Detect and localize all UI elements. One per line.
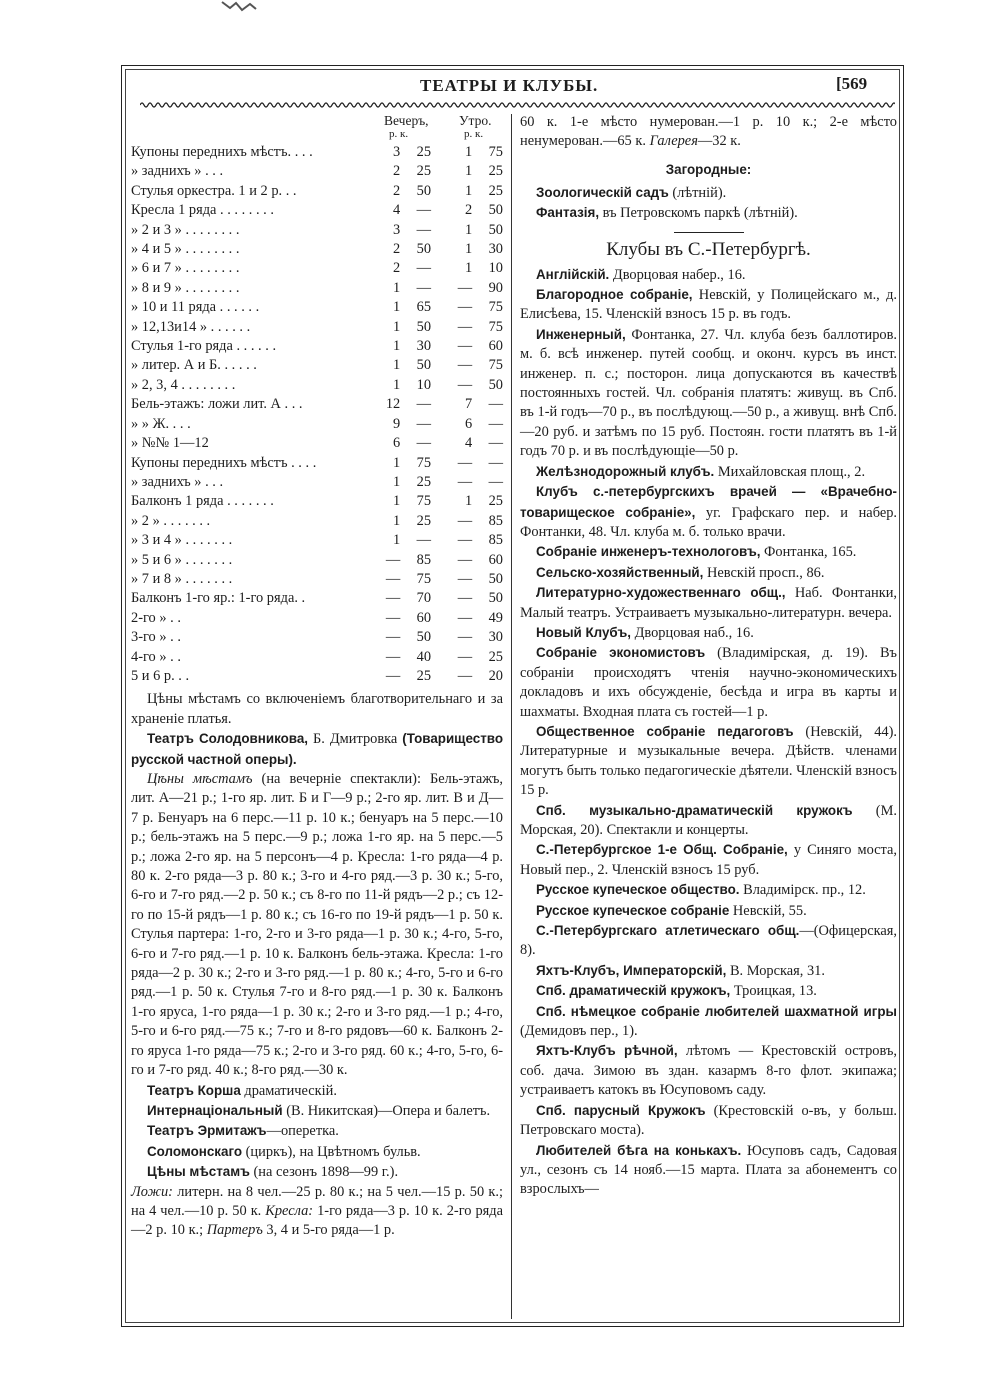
theatre-hermitage: Театръ Эрмитажъ—оперетка.	[147, 1123, 339, 1140]
price-value: 75	[488, 299, 503, 316]
price-row	[131, 240, 503, 259]
price-value: 25	[416, 667, 432, 684]
price-row	[131, 162, 503, 181]
column-gap	[431, 415, 447, 434]
price-row	[131, 570, 503, 589]
price-value: —	[457, 629, 473, 646]
price-value: 2	[393, 163, 401, 180]
evening-units: р. к.	[389, 128, 409, 140]
price-value: 1	[464, 241, 473, 258]
price-value: 7	[464, 396, 473, 413]
solomonsky-prices: Цѣны мѣстамъ (на сезонъ 1898—99 г.).	[147, 1164, 399, 1181]
price-value: 75	[488, 357, 503, 374]
price-value: 50	[488, 570, 503, 587]
price-value: 65	[416, 299, 432, 316]
club-entry	[520, 325, 897, 462]
column-gap	[431, 648, 447, 667]
price-label: » заднихъ » . . .	[131, 163, 224, 180]
price-label: » 4 и 5 » . . . . . . . .	[131, 241, 240, 258]
price-label: 3-го » . .	[131, 629, 181, 646]
club-name: Литературно-художественнаго общ.,	[536, 585, 786, 601]
price-value: 50	[416, 318, 432, 335]
club-details: Михайловская площ., 2.	[714, 463, 866, 480]
price-value: 60	[488, 551, 503, 568]
price-value: 1	[464, 493, 473, 510]
column-gap	[431, 318, 447, 337]
price-value: —	[416, 202, 432, 219]
club-entry	[520, 542, 897, 562]
column-gap	[431, 162, 447, 181]
price-value: —	[457, 338, 473, 355]
club-entry	[520, 583, 897, 623]
club-details: Троицкая, 13.	[730, 983, 817, 1000]
column-gap	[431, 454, 447, 473]
club-details: Владимірск. пр., 12.	[739, 882, 866, 899]
price-value: 85	[488, 512, 503, 529]
column-gap	[431, 551, 447, 570]
price-value: —	[457, 376, 473, 393]
price-value: 12	[385, 396, 401, 413]
price-row	[131, 589, 503, 608]
price-value: 50	[488, 202, 503, 219]
theatre-name: Театръ Солодовникова,	[147, 731, 309, 747]
club-details: Дворцовая наб., 16.	[631, 624, 754, 641]
club-name: Общественное собраніе педагоговъ	[536, 723, 794, 739]
club-details: Юсуповъ садъ, Садовая ул., сезонъ съ 14 нояб.—15 марта. Плата за абонементъ со взрослыхъ—	[520, 1142, 897, 1198]
column-gap	[431, 473, 447, 492]
price-label: » литер. А и Б. . . . . .	[131, 357, 257, 374]
club-entry	[520, 921, 897, 961]
header-wavy-rule	[140, 100, 895, 110]
price-value: 40	[416, 648, 432, 665]
price-row	[131, 395, 503, 414]
club-entry	[520, 981, 897, 1001]
column-gap	[431, 589, 447, 608]
price-value: —	[385, 570, 401, 587]
column-gap	[431, 376, 447, 395]
column-gap	[431, 492, 447, 511]
price-row	[131, 356, 503, 375]
price-row	[131, 667, 503, 686]
column-gap	[431, 279, 447, 298]
morning-units: р. к.	[464, 128, 484, 140]
price-value: —	[457, 318, 473, 335]
price-value: 25	[488, 648, 503, 665]
clubs-heading: Клубы въ С.-Петербургѣ.	[606, 238, 811, 260]
price-value: 50	[416, 182, 432, 199]
column-gap	[431, 182, 447, 201]
price-value: —	[416, 279, 432, 296]
club-entry	[520, 722, 897, 801]
evening-heading: Вечеръ,	[384, 113, 429, 128]
price-row	[131, 628, 503, 647]
club-name: Яхтъ-Клубъ, Императорскій,	[536, 962, 727, 978]
price-value: 2	[464, 202, 473, 219]
price-row	[131, 551, 503, 570]
theatre-international: Интернаціональный (В. Никитская)—Опера и балетъ.	[147, 1102, 491, 1119]
price-value: —	[457, 299, 473, 316]
price-value: 1	[464, 260, 473, 277]
club-name: Любителей бѣга на конькахъ.	[536, 1142, 742, 1158]
price-row	[131, 454, 503, 473]
price-label: » 2 и 3 » . . . . . . . .	[131, 221, 240, 238]
price-value: 3	[393, 144, 401, 160]
price-value: 10	[416, 376, 432, 393]
price-value: —	[457, 532, 473, 549]
section-rule	[674, 232, 744, 233]
left-column	[131, 111, 503, 1241]
price-value: —	[416, 221, 432, 238]
club-details: (Демидовъ пер., 1).	[520, 1023, 638, 1040]
column-gap	[431, 628, 447, 647]
continued-prices: 60 к. 1-е мѣсто нумерован.—1 р. 10 к.; 2-е мѣсто ненумерован.—65 к. Галерея—32 к.	[520, 114, 897, 150]
price-value: 30	[488, 241, 503, 258]
price-value: —	[488, 396, 503, 413]
price-value: 2	[393, 241, 401, 258]
price-value: 25	[488, 182, 503, 199]
price-value: 1	[393, 473, 401, 490]
price-value: —	[385, 609, 401, 626]
column-gap	[431, 221, 447, 240]
club-details: (Невскій, 44). Литературные и музыкальные вечера. Дѣйств. членами могутъ быть только педагогическіе дѣятели. Членскій взносъ 15 р.	[520, 723, 897, 799]
price-value: —	[416, 532, 432, 549]
club-name: Англійскій.	[536, 266, 610, 282]
circus-solomonsky: Соломонскаго (циркъ), на Цвѣтномъ бульв.	[147, 1143, 421, 1160]
price-label: » 2 » . . . . . . .	[131, 512, 211, 529]
price-label: Стулья оркестра. 1 и 2 р. . .	[131, 182, 297, 199]
price-value: 4	[464, 435, 473, 452]
club-details: Наб. Фонтанки, Малый театръ. Устраиваетъ музыкально-литературн. вечера.	[520, 585, 897, 621]
price-label: 4-го » . .	[131, 648, 181, 665]
club-details: (М. Морская, 20). Спектакли и концерты.	[520, 802, 897, 838]
column-gap	[431, 570, 447, 589]
price-value: 49	[488, 609, 503, 626]
column-gap	[431, 201, 447, 220]
club-name: Спб. музыкально-драматическій кружокъ	[536, 802, 853, 818]
price-label: 2-го » . .	[131, 609, 181, 626]
price-value: 75	[488, 144, 503, 160]
price-value: —	[385, 629, 401, 646]
page-number: [569	[836, 74, 868, 93]
price-value: 2	[393, 260, 401, 277]
price-value: —	[488, 415, 503, 432]
morning-heading: Утро.	[459, 113, 492, 128]
price-value: 9	[393, 415, 401, 432]
price-row	[131, 648, 503, 667]
club-entry	[520, 643, 897, 722]
club-entry	[520, 880, 897, 900]
price-label: 5 и 6 р. . .	[131, 667, 190, 684]
price-row	[131, 609, 503, 628]
club-name: С.-Петербургскаго атлетическаго общ.	[536, 923, 800, 939]
price-label: Купоны переднихъ мѣстъ. . . .	[131, 144, 313, 160]
price-value: 10	[488, 260, 503, 277]
price-row	[131, 279, 503, 298]
price-value: —	[457, 570, 473, 587]
price-row	[131, 512, 503, 531]
club-name: Спб. парусный Кружокъ	[536, 1102, 706, 1118]
column-gap	[431, 356, 447, 375]
price-value: 1	[464, 163, 473, 180]
club-details: В. Морская, 31.	[726, 962, 825, 979]
price-row	[131, 221, 503, 240]
price-label: Балконъ 1 ряда . . . . . . .	[131, 493, 274, 510]
club-entry	[520, 801, 897, 841]
price-label: » » Ж. . . .	[131, 415, 191, 432]
print-smudge	[220, 0, 260, 14]
price-value: 6	[393, 435, 401, 452]
price-row	[131, 492, 503, 511]
price-row	[131, 201, 503, 220]
club-name: Собраніе экономистовъ	[536, 645, 706, 661]
club-name: Клубъ с.-петербургскихъ врачей — «Врачебно-товарищеское собраніе»,	[520, 484, 897, 520]
price-value: 50	[416, 629, 432, 646]
column-gap	[431, 240, 447, 259]
solomonsky-loges: Ложи: литерн. на 8 чел.—25 р. 80 к.; на 5 чел.—15 р. 50 к.; на 4 чел.—10 р. 50 к. Кресла: 1-го ряда—3 р. 10 к. 2-го ряда—2 р. 10 к.; Партеръ 3, 4 и 5-го ряда—1 р.	[131, 1183, 503, 1239]
price-value: 25	[488, 163, 503, 180]
price-value: —	[416, 396, 432, 413]
price-value: 60	[416, 609, 432, 626]
clubs-list	[520, 265, 897, 1200]
price-value: 50	[488, 221, 503, 238]
price-value: —	[457, 454, 473, 471]
price-value: 25	[416, 144, 432, 160]
club-name: Яхтъ-Клубъ рѣчной,	[536, 1043, 678, 1059]
price-value: 1	[464, 144, 473, 160]
club-entry	[520, 961, 897, 981]
price-value: —	[457, 667, 473, 684]
price-value: 4	[393, 202, 401, 219]
price-label: » 12,13и14 » . . . . . .	[131, 318, 251, 335]
price-value: 6	[464, 415, 473, 432]
price-value: 25	[416, 512, 432, 529]
club-name: Новый Клубъ,	[536, 624, 631, 640]
price-value: 75	[416, 493, 432, 510]
price-value: —	[385, 551, 401, 568]
price-value: —	[488, 435, 503, 452]
price-value: 20	[488, 667, 503, 684]
price-value: 25	[488, 493, 503, 510]
club-name: Благородное собраніе,	[536, 287, 693, 303]
price-label: » 5 и 6 » . . . . . . .	[131, 551, 233, 568]
price-value: —	[385, 667, 401, 684]
column-gap	[431, 143, 447, 162]
price-value: 1	[393, 454, 401, 471]
solodovnikov-prices: Цѣны мѣстамъ (на вечерніе спектакли): Бель-этажъ, лит. А—21 р.; 1-го яр. лит. Б и Г—9 р.; 2-го яр. лит. В и Д—7 р. Бенуаръ на 6 перс.—11 р. 10 к.; бенуаръ на 5 перс.—10 р.; бель-этажъ на 5 перс.—9 р.; ложа 1-го яр. на 5 перс.—5 р.; ложа 2-го яр. на 5 персонъ—4 р. Кресла: 1-го ряда—4 р. 80 к. 2-го ряда—3 р. 80 к.; 3-го и 4-го ряд.—3 р. 30 к.; 5-го, 6-го и 7-го ряд.—2 р. 50 к.; съ 8-го по 11-й рядъ—2 р.; съ 12-го по 15-й рядъ—1 р. 80 к.; съ 16-го по 19-й рядъ—1 р. 50 к. Стулья партера: 1-го, 2-го и 3-го ряда—1 р. 30 к.; 4-го, 5-го, 6-го и 7-го ряд.—1 р. 10 к. Балконъ бель-этажа. Кресла: 1-го ряда—2 р. 30 к.; 2-го и 3-го ряд.—1 р. 80 к.; 4-го, 5-го и 6-го ряд.—1 р. 50 к. Стулья 7-го и 8-го ряд.—1 р. 30 к. Балконъ 1-го яруса, 1-го ряда—1 р. 30 к.; 2-го и 3-го ряд.—1 р.; 4-го, 5-го и 6-го ряд.—75 к.; 7-го и 8-го рядовъ—60 к. Балконъ 2-го яруса 1-го ряда—75 к.; 2-го и 3-го ряд. 60 к.; 4-го, 5-го, 6-го и 7-го ряд. 40 к.; 8-го ряд.—30 к.	[131, 771, 504, 1079]
price-label: » 8 и 9 » . . . . . . . .	[131, 279, 240, 296]
price-value: —	[488, 473, 503, 490]
price-label: » заднихъ » . . .	[131, 473, 224, 490]
price-label: » 6 и 7 » . . . . . . . .	[131, 260, 240, 277]
club-entry	[520, 1101, 897, 1141]
price-label: Бель-этажъ: ложи лит. А . . .	[131, 396, 303, 413]
price-value: —	[457, 648, 473, 665]
column-gap	[431, 609, 447, 628]
column-gap	[431, 531, 447, 550]
price-value: —	[457, 473, 473, 490]
club-name: С.-Петербургское 1-е Общ. Собраніе,	[536, 842, 788, 858]
club-details: (Крестовскій о-въ, у больш. Петровскаго моста).	[520, 1102, 897, 1139]
theatre-korsh: Театръ Корша драматическій.	[147, 1082, 337, 1099]
club-name: Сельско-хозяйственный,	[536, 564, 704, 580]
club-details: лѣтомъ — Крестовскій островъ, соб. дача. Зимою въ здан. казармъ 8-го флот. экипажа; устраиваетъ катокъ въ Юсуповомъ саду.	[520, 1043, 897, 1099]
club-name: Собраніе инженеръ-технологовъ,	[536, 544, 761, 560]
price-value: 1	[393, 357, 401, 374]
price-label: » №№ 1—12	[131, 435, 209, 452]
club-entry	[520, 901, 897, 921]
price-row	[131, 298, 503, 317]
club-name: Спб. нѣмецкое собраніе любителей шахматной игры	[536, 1003, 897, 1019]
fantasia-entry: Фантазія, въ Петровскомъ паркѣ (лѣтній).	[536, 205, 798, 222]
price-value: 75	[488, 318, 503, 335]
club-entry	[520, 1141, 897, 1200]
price-value: 1	[393, 279, 401, 296]
price-value: —	[457, 279, 473, 296]
club-details: (Владимірская, д. 19). Въ собраніи происходятъ чтенія научно-экономическихъ докладовъ и ихъ обсужденіе, бесѣда и игра въ карты и шахматы. Входная плата съ гостей—1 р.	[520, 645, 897, 720]
club-entry	[520, 1041, 897, 1100]
club-entry	[520, 563, 897, 583]
price-row	[131, 473, 503, 492]
column-gap	[431, 259, 447, 278]
price-value: 1	[393, 512, 401, 529]
price-value: 1	[464, 182, 473, 199]
column-gap	[431, 667, 447, 686]
price-value: —	[416, 435, 432, 452]
theatre-solodovnikov: Театръ Солодовникова, Б. Дмитровка (Товарищество русской частной оперы).	[131, 731, 503, 767]
price-label: Стулья 1-го ряда . . . . . .	[131, 338, 277, 355]
club-name: Желѣзнодорожный клубъ.	[536, 463, 715, 479]
price-row	[131, 259, 503, 278]
price-value: 50	[488, 590, 503, 607]
price-value: —	[416, 415, 432, 432]
column-divider	[511, 114, 512, 1319]
price-value: 70	[416, 590, 432, 607]
price-value: —	[457, 512, 473, 529]
price-row	[131, 182, 503, 201]
price-row	[131, 143, 503, 162]
club-entry	[520, 482, 897, 542]
price-row	[131, 337, 503, 356]
price-value: 60	[488, 338, 503, 355]
suburban-heading: Загородные:	[665, 161, 752, 177]
club-entry	[520, 1002, 897, 1042]
club-details: у Синяго моста, Новый пер., 2. Членскій взносъ 15 руб.	[520, 842, 897, 878]
price-label: » 3 и 4 » . . . . . . .	[131, 532, 233, 549]
price-label: » 10 и 11 ряда . . . . . .	[131, 299, 260, 316]
price-value: —	[457, 551, 473, 568]
club-entry	[520, 840, 897, 880]
running-title: ТЕАТРЫ И КЛУБЫ.	[420, 76, 599, 95]
price-value: 75	[416, 570, 432, 587]
price-value: —	[488, 454, 503, 471]
price-value: 50	[416, 241, 432, 258]
club-name: Русское купеческое собраніе	[536, 902, 730, 918]
price-row	[131, 318, 503, 337]
column-gap	[431, 512, 447, 531]
club-entry	[520, 265, 897, 285]
club-name: Инженерный,	[536, 326, 626, 342]
price-value: 1	[393, 318, 401, 335]
club-entry	[520, 285, 897, 325]
club-name: Спб. драматическій кружокъ,	[536, 983, 731, 999]
price-value: 1	[393, 338, 401, 355]
price-note: Цѣны мѣстамъ со включеніемъ благотворительнаго и за храненіе платья.	[131, 691, 503, 727]
price-value: —	[457, 609, 473, 626]
price-value: 25	[416, 163, 432, 180]
price-value: 85	[488, 532, 503, 549]
club-details: Невскій, у Полицейскаго м., д. Елисѣева, 15. Членскій взносъ 15 р. въ годъ.	[520, 287, 897, 323]
price-label: » 2, 3, 4 . . . . . . . .	[131, 376, 236, 393]
club-name: Русское купеческое общество.	[536, 882, 740, 898]
price-value: 3	[393, 221, 401, 238]
club-details: —(Офицерская, 8).	[520, 923, 897, 959]
price-value: —	[457, 590, 473, 607]
club-entry	[520, 623, 897, 643]
column-gap	[431, 337, 447, 356]
price-value: —	[385, 590, 401, 607]
zoo-entry: Зоологическій садъ (лѣтній).	[536, 184, 727, 201]
price-value: 75	[416, 454, 432, 471]
price-value: —	[416, 260, 432, 277]
club-details: Невскій, 55.	[729, 902, 807, 919]
price-row	[131, 415, 503, 434]
column-gap	[431, 298, 447, 317]
column-gap	[431, 395, 447, 414]
price-label: Купоны переднихъ мѣстъ . . . .	[131, 454, 317, 471]
price-label: » 7 и 8 » . . . . . . .	[131, 570, 233, 587]
price-table	[131, 143, 503, 686]
price-value: 85	[416, 551, 432, 568]
club-entry	[520, 462, 897, 482]
price-value: 1	[393, 299, 401, 316]
price-value: 25	[416, 473, 432, 490]
club-details: уг. Графскаго пер. и набер. Фонтанки, 48. Чл. клуба м. б. только врачи.	[520, 504, 898, 540]
price-value: 2	[393, 182, 401, 199]
club-details: Фонтанка, 165.	[760, 544, 857, 561]
price-value: 1	[393, 376, 401, 393]
club-details: Невскій просп., 86.	[703, 564, 825, 581]
price-row	[131, 434, 503, 453]
price-value: 1	[393, 493, 401, 510]
price-row	[131, 531, 503, 550]
price-value: 1	[393, 532, 401, 549]
price-value: —	[457, 357, 473, 374]
club-details: Фонтанка, 27. Чл. клуба безъ баллотиров. м. б. всѣ инженер. путей сообщ. и оконч. курсъ въ инст. инженер. п. с.; посторон. лица допускаются въ качествѣ постоянныхъ гостей. Чл. собранія платятъ: живущ. въ Спб. въ 1-й годъ—70 р., въ послѣдующ.—50 р., а живущ. внѣ Спб.—20 руб. и затѣмъ по 15 руб. Постоян. гости платятъ въ 1-й годъ 70 р. и въ послѣдующіе—50 р.	[520, 326, 897, 460]
club-details: Дворцовая набер., 16.	[609, 266, 746, 283]
price-row	[131, 376, 503, 395]
price-value: 30	[488, 629, 503, 646]
right-column	[520, 113, 897, 1200]
price-value: 50	[416, 357, 432, 374]
price-value: 30	[416, 338, 432, 355]
price-value: 1	[464, 221, 473, 238]
price-label: Кресла 1 ряда . . . . . . . .	[131, 202, 274, 219]
price-value: 50	[488, 376, 503, 393]
column-gap	[431, 434, 447, 453]
price-value: —	[385, 648, 401, 665]
price-table-header	[131, 111, 503, 143]
price-label: Балконъ 1-го яр.: 1-го ряда. .	[131, 590, 306, 607]
price-value: 90	[488, 279, 503, 296]
